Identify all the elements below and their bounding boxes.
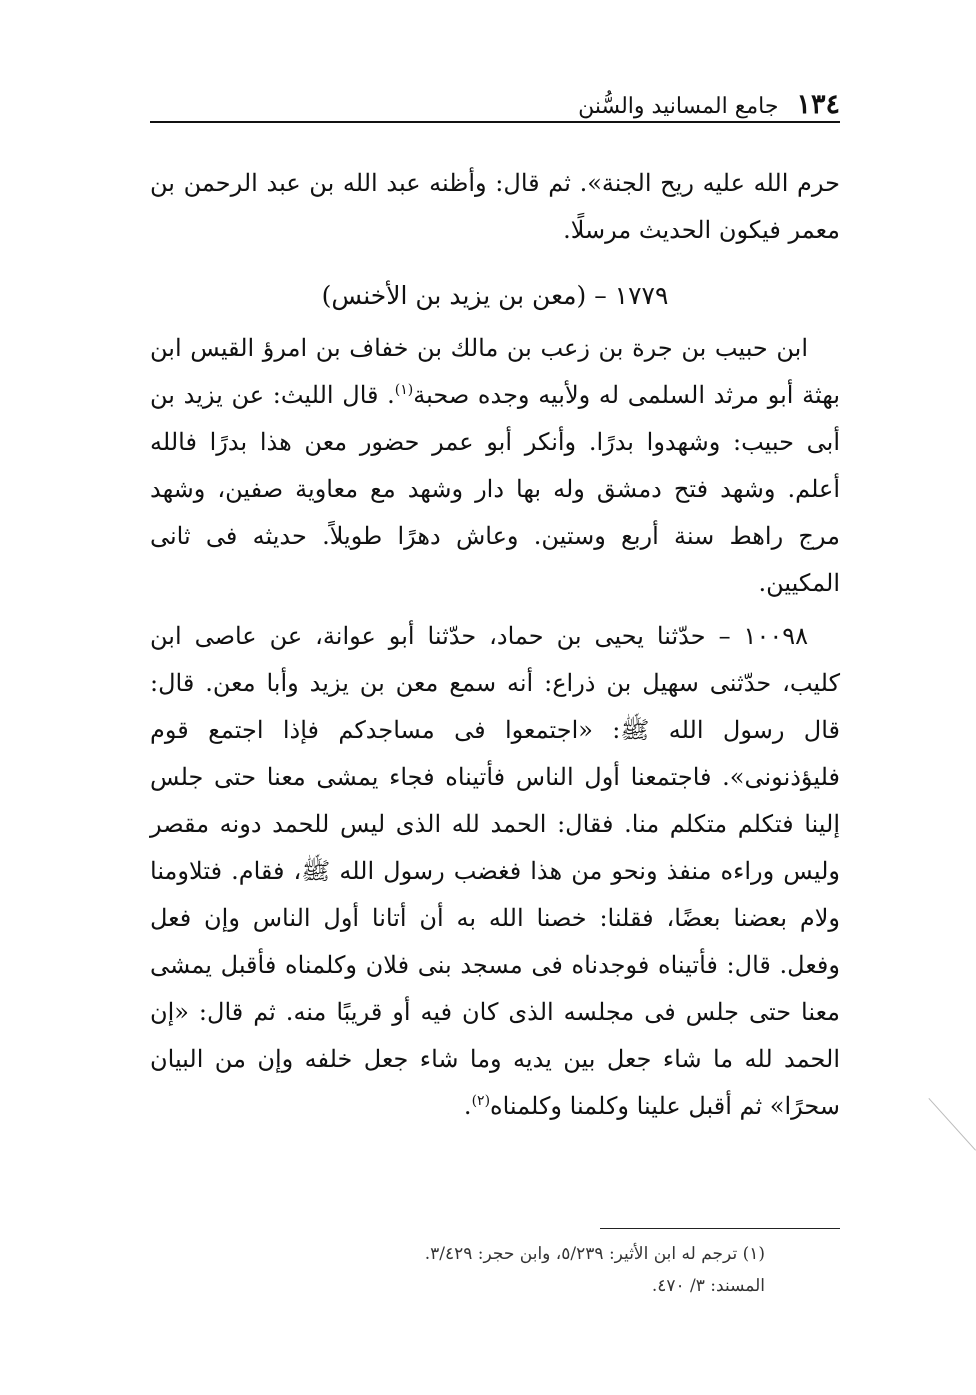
biography-paragraph bbox=[150, 325, 840, 607]
footnote-ref-2: (٢) bbox=[471, 1093, 491, 1109]
biography-text-cont: . قال الليث: عن يزيد بن أبى حبيب: وشهدوا بدرًا. وأنكر أبو عمر حضور معن هذا بدرًا فالله أعلم. وشهد فتح دمشق وله بها دار وشهد مع معاوية صفين، وشهد مرج راهط سنة أربع وستين. وعاش دهرًا طويلاً. حديثه فى ثانى المكيين. bbox=[150, 381, 841, 597]
footnote-2: المسند: ٣/ ٤٧٠. bbox=[651, 1276, 765, 1296]
biography-text: ابن حبيب بن جرة بن زعب بن مالك بن خفاف بن امرؤ القيس ابن بهثة أبو مرثد السلمى له ولأبيه وجده صحبة bbox=[150, 334, 840, 409]
page-header bbox=[150, 78, 840, 118]
hadith-paragraph bbox=[150, 613, 840, 1130]
footnote-ref-1: (١) bbox=[394, 382, 414, 398]
main-text bbox=[150, 160, 840, 1130]
footnotes bbox=[150, 1238, 765, 1302]
intro-paragraph: حرم الله عليه ريح الجنة». ثم قال: وأظنه عبد الله بن عبد الرحمن بن معمر فيكون الحديث مرسلًا. bbox=[150, 169, 840, 244]
header-rule bbox=[150, 121, 840, 123]
page-number: ١٣٤ bbox=[796, 89, 840, 120]
hadith-text: ١٠٠٩٨ – حدّثنا يحيى بن حماد، حدّثنا أبو عوانة، عن عاصى ابن كليب، حدّثنى سهيل بن ذراع: أنه سمع معن بن يزيد وأبا معن. قال: قال رسول الله ﷺ: «اجتمعوا فى مساجدكم فإذا اجتمع قوم فليؤذنونى». فاجتمعنا أول الناس فأتيناه فجاء يمشى معنا حتى جلس إلينا فتكلم متكلم منا. فقال: الحمد لله الذى ليس للحمد دونه مقصر وليس وراءه منفذ ونحو من هذا فغضب رسول الله ﷺ، فقام. فتلاومنا ولام بعضنا بعضًا، فقلنا: خصنا الله به أن أتانا أول الناس وإن فعل وفعل. قال: فأتيناه فوجدناه فى مسجد بنى فلان وكلمناه فأقبل يمشى معنا حتى جلس فى مجلسه الذى كان فيه أو قريبًا منه. ثم قال: «إن الحمد لله ما شاء جعل بين يديه وما شاء جعل خلفه وإن من البيان سحرًا» ثم أقبل علينا وكلمنا وكلمناه bbox=[150, 622, 840, 1120]
footnote-1: (١) ترجم له ابن الأثير: ٥/٢٣٩، وابن حجر: ٣/٤٢٩. bbox=[424, 1244, 765, 1264]
hadith-end: . bbox=[463, 1092, 472, 1120]
section-heading: ١٧٧٩ – (معن بن يزيد بن الأخنس) bbox=[321, 281, 669, 310]
scan-artifact bbox=[869, 1098, 976, 1204]
running-title: جامع المسانيد والسُّنن bbox=[578, 94, 779, 119]
footnote-rule bbox=[600, 1228, 840, 1229]
